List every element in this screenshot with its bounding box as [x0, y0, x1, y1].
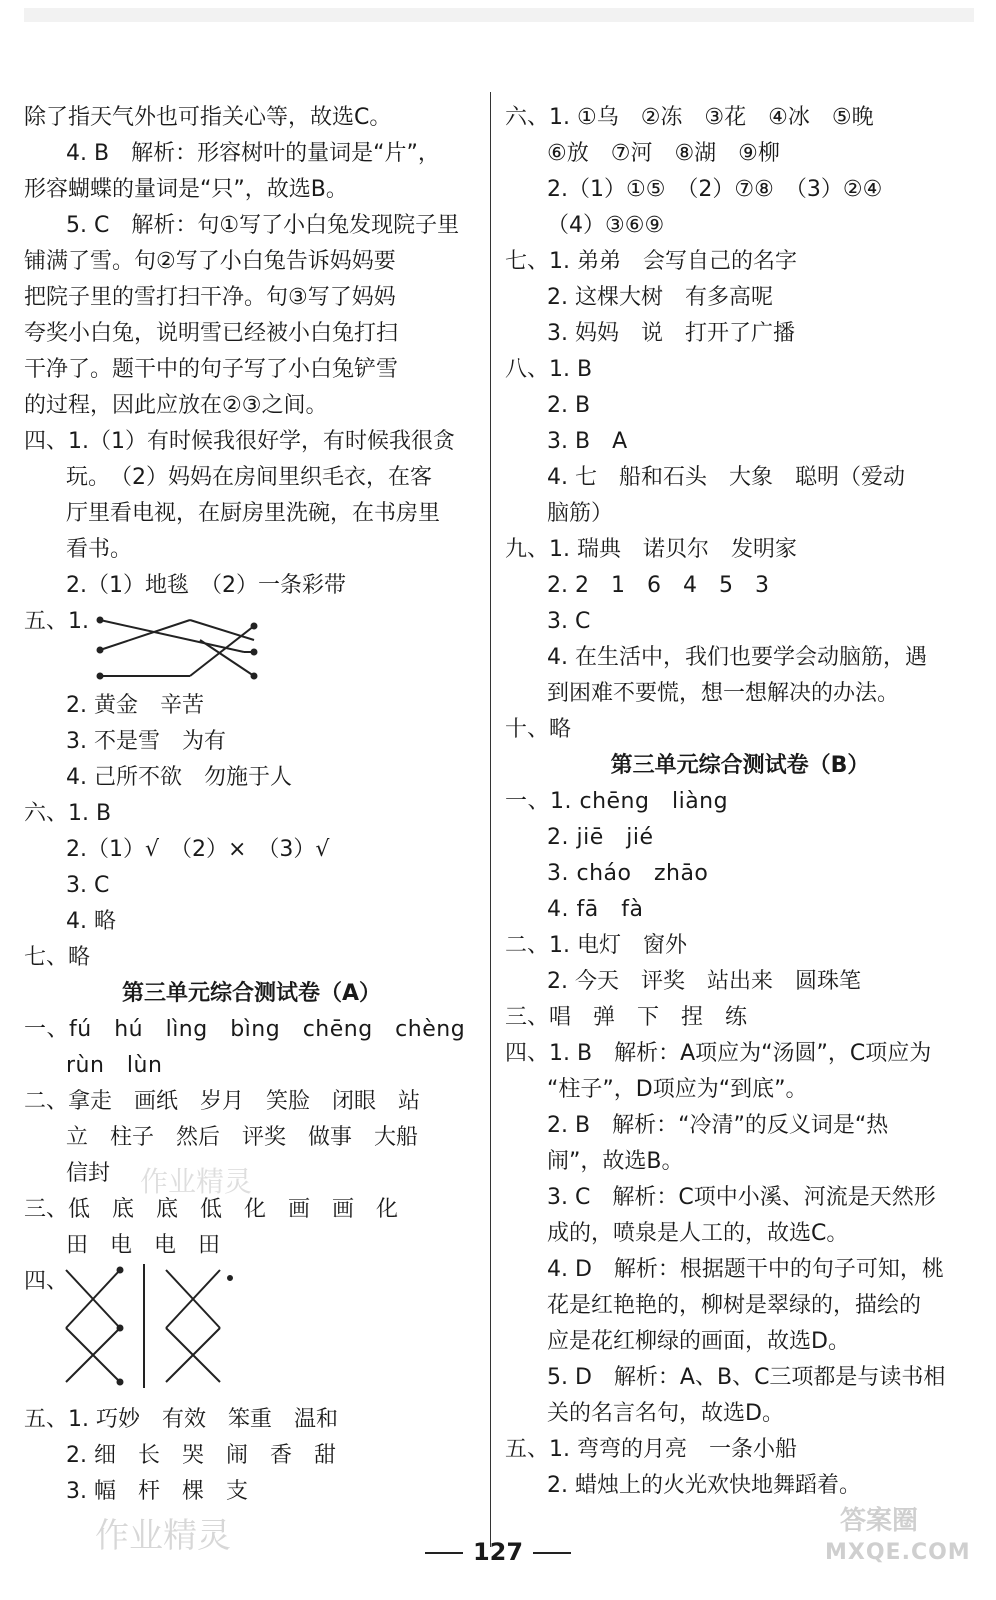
left-line: 3. 幅 杆 棵 支: [66, 1479, 248, 1504]
left-line: 三、低 底 底 低 化 画 画 化: [24, 1197, 399, 1222]
left-line: 一、fú hú lìng bìng chēng chèng: [24, 1017, 466, 1042]
left-line: 立 柱子 然后 评奖 做事 大船: [66, 1125, 419, 1150]
right-line: 4. fā fà: [547, 897, 644, 922]
right-line: 八、1. B: [505, 357, 593, 382]
left-line: 5. C 解析：句①写了小白兔发现院子里: [66, 213, 460, 238]
watermark-bottom-left: 作业精灵: [95, 1516, 231, 1556]
left-line: 第三单元综合测试卷（A）: [121, 981, 382, 1006]
right-line: 5. D 解析：A、B、C三项都是与读书相: [547, 1365, 946, 1390]
right-line: 2. 今天 评奖 站出来 圆珠笔: [547, 969, 861, 994]
right-column: [505, 100, 975, 1504]
left-line: 把院子里的雪打扫干净。句③写了妈妈: [24, 285, 396, 310]
right-line: 闹”，故选B。: [547, 1149, 684, 1174]
right-line: 2.（1）①⑤ （2）⑦⑧ （3）②④: [547, 177, 883, 202]
left-column: [24, 100, 479, 1510]
matching-cross-figure: [58, 1262, 258, 1392]
left-line: 2. 细 长 哭 闹 香 甜: [66, 1443, 336, 1468]
watermark-url: MXQE.COM: [825, 1540, 971, 1565]
left-line: [24, 604, 479, 688]
left-line: 七、略: [24, 945, 91, 970]
right-line: 到困难不要慌，想一想解决的办法。: [547, 681, 900, 706]
left-line: 2.（1）√ （2）× （3）√: [66, 837, 330, 862]
right-line: 2. jiē jié: [547, 825, 654, 850]
right-line: 三、唱 弹 下 捏 练: [505, 1005, 748, 1030]
left-line: 五、1. 巧妙 有效 笨重 温和: [24, 1407, 338, 1432]
left-line: 看书。: [66, 537, 133, 562]
right-line: 2. 蜡烛上的火光欢快地舞蹈着。: [547, 1473, 861, 1498]
left-line: 信封: [66, 1161, 111, 1186]
left-line: 玩。 （2）妈妈在房间里织毛衣，在客: [66, 465, 432, 490]
right-line: 2. 2 1 6 4 5 3: [547, 573, 769, 598]
left-line: [24, 1264, 479, 1402]
right-line: 3. C 解析：C项中小溪、河流是天然形: [547, 1185, 936, 1210]
right-line: 二、1. 电灯 窗外: [505, 933, 687, 958]
page-number: [0, 1538, 996, 1566]
right-line: 一、1. chēng liàng: [505, 789, 729, 814]
right-line: 应是花红柳绿的画面，故选D。: [547, 1329, 850, 1354]
left-line: 铺满了雪。句②写了小白兔告诉妈妈要: [24, 249, 396, 274]
right-line: 3. B A: [547, 429, 628, 454]
right-line: 六、1. ①乌 ②冻 ③花 ④冰 ⑤晚: [505, 105, 874, 130]
left-line: 厅里看电视，在厨房里洗碗，在书房里: [66, 501, 441, 526]
left-line: 二、拿走 画纸 岁月 笑脸 闭眼 站: [24, 1089, 421, 1114]
left-line: 4. 己所不欲 勿施于人: [66, 765, 292, 790]
left-line: 六、1. B: [24, 801, 112, 826]
right-line: 4. D 解析：根据题干中的句子可知，桃: [547, 1257, 944, 1282]
right-line: 2. B 解析：“冷清”的反义词是“热: [547, 1113, 889, 1138]
right-line: “柱子”，D项应为“到底”。: [547, 1077, 808, 1102]
right-line: 四、1. B 解析：A项应为“汤圆”，C项应为: [505, 1041, 932, 1066]
matching-lines-figure: [94, 612, 314, 682]
page-number-text: 127: [472, 1538, 524, 1566]
right-line: （4）③⑥⑨: [547, 213, 665, 238]
right-line: 五、1. 弯弯的月亮 一条小船: [505, 1437, 797, 1462]
left-line: 四、1.（1）有时候我很好学，有时候我很贪: [24, 429, 455, 454]
left-line: rùn lùn: [66, 1053, 163, 1078]
left-line: 3. 不是雪 为有: [66, 729, 226, 754]
figure-label: 五、1.: [24, 609, 89, 634]
right-line: 4. 在生活中，我们也要学会动脑筋，遇: [547, 645, 927, 670]
right-line: 成的，喷泉是人工的，故选C。: [547, 1221, 849, 1246]
left-line: 夸奖小白兔，说明雪已经被小白兔打扫: [24, 321, 399, 346]
page-dash-left: [425, 1552, 463, 1554]
left-line: 干净了。题干中的句子写了小白兔铲雪: [24, 357, 399, 382]
right-line: 第三单元综合测试卷（B）: [610, 753, 870, 778]
right-line: ⑥放 ⑦河 ⑧湖 ⑨柳: [547, 141, 780, 166]
top-header-band: [24, 8, 974, 22]
right-line: 4. 七 船和石头 大象 聪明（爱动: [547, 465, 905, 490]
right-line: 花是红艳艳的，柳树是翠绿的，描绘的: [547, 1293, 922, 1318]
watermark-mid-left: 作业精灵: [140, 1165, 253, 1198]
right-line: 3. cháo zhāo: [547, 861, 709, 886]
right-line: 七、1. 弟弟 会写自己的名字: [505, 249, 797, 274]
left-line: 除了指天气外也可指关心等，故选C。: [24, 105, 392, 130]
left-line: 4. 略: [66, 909, 116, 934]
right-line: 3. C: [547, 609, 591, 634]
left-line: 的过程，因此应放在②③之间。: [24, 393, 328, 418]
figure-label: 四、: [24, 1269, 69, 1294]
page-dash-right: [533, 1552, 571, 1554]
left-line: 田 电 电 田: [66, 1233, 221, 1258]
right-line: 关的名言名句，故选D。: [547, 1401, 784, 1426]
column-divider: [490, 92, 491, 1547]
right-line: 2. B: [547, 393, 591, 418]
right-line: 十、略: [505, 717, 572, 742]
left-line: 形容蝴蝶的量词是“只”，故选B。: [24, 177, 348, 202]
watermark-bottom-right: 答案圈: [840, 1506, 919, 1536]
left-line: 4. B 解析：形容树叶的量词是“片”，: [66, 141, 440, 166]
right-line: 九、1. 瑞典 诺贝尔 发明家: [505, 537, 797, 562]
left-line: 2. 黄金 辛苦: [66, 693, 204, 718]
right-line: 2. 这棵大树 有多高呢: [547, 285, 773, 310]
left-line: 3. C: [66, 873, 110, 898]
left-line: 2.（1）地毯 （2）一条彩带: [66, 573, 346, 598]
right-line: 3. 妈妈 说 打开了广播: [547, 321, 795, 346]
right-line: 脑筋）: [547, 501, 614, 526]
